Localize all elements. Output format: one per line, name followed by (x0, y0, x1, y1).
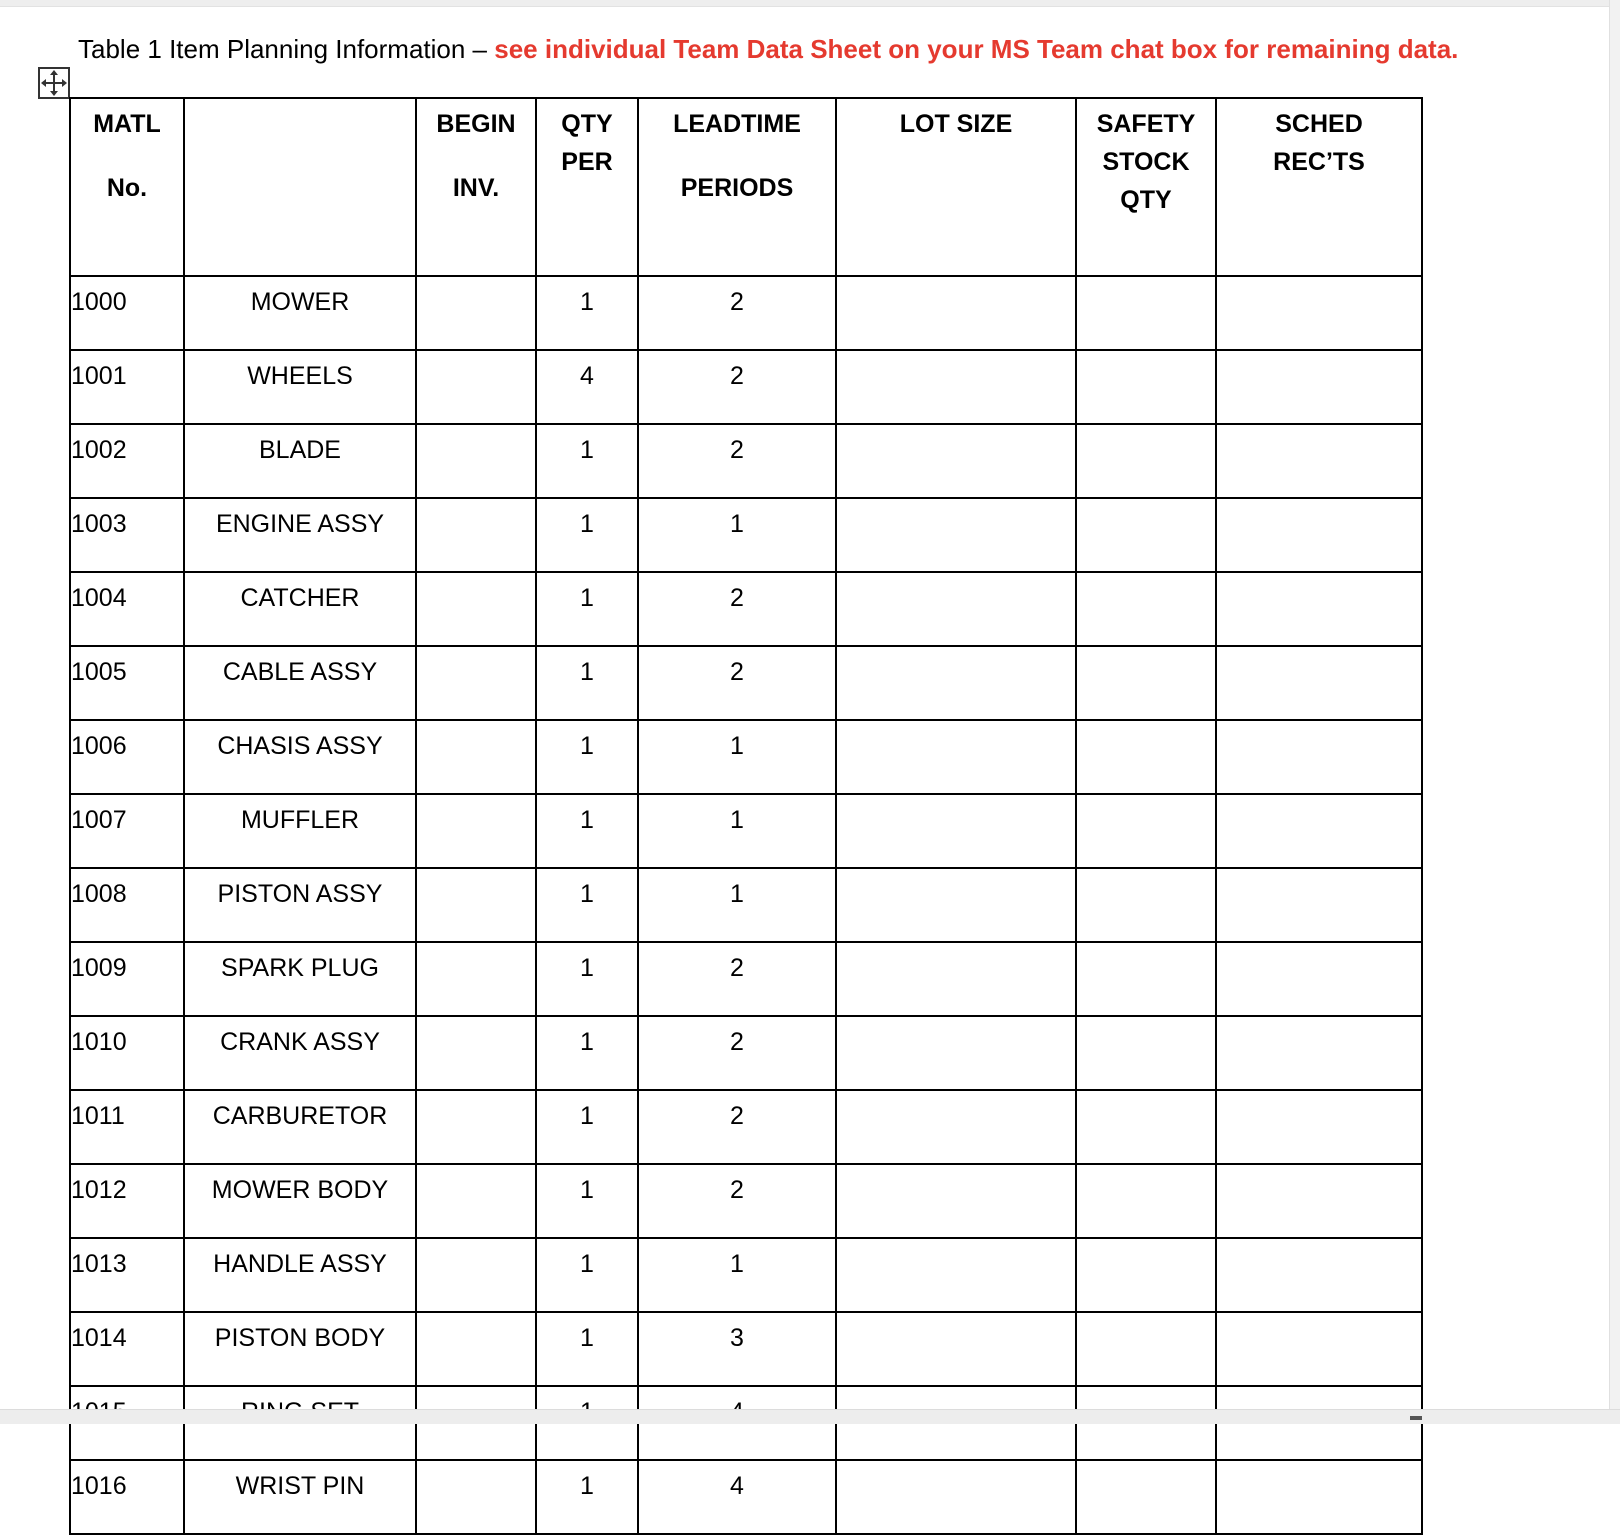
lot-size-cell (836, 424, 1076, 498)
qty-per-cell: 1 (536, 1164, 638, 1238)
header-leadtime-periods: LEADTIME PERIODS (638, 98, 836, 276)
page-marker (1410, 1416, 1422, 1420)
sched-recpts-cell (1216, 276, 1422, 350)
table-row (70, 276, 1422, 350)
description-cell: PISTON BODY (184, 1312, 416, 1386)
begin-inv-cell (416, 350, 536, 424)
lot-size-cell (836, 794, 1076, 868)
safety-stock-cell (1076, 424, 1216, 498)
header-description (184, 98, 416, 276)
sched-recpts-cell (1216, 350, 1422, 424)
sched-recpts-cell (1216, 424, 1422, 498)
lot-size-cell (836, 350, 1076, 424)
description-cell: MOWER (184, 276, 416, 350)
matl-no-cell: 1010 (70, 1016, 184, 1090)
header-qty-per: QTY PER (536, 98, 638, 276)
header-safety-stock-qty: SAFETY STOCK QTY (1076, 98, 1216, 276)
table-row (70, 942, 1422, 1016)
sched-recpts-cell (1216, 720, 1422, 794)
safety-stock-cell (1076, 572, 1216, 646)
move-arrows-icon[interactable] (38, 67, 70, 99)
matl-no-cell: 1001 (70, 350, 184, 424)
description-cell: CHASIS ASSY (184, 720, 416, 794)
header-lot-size: LOT SIZE (836, 98, 1076, 276)
table-row (70, 1016, 1422, 1090)
leadtime-cell: 2 (638, 424, 836, 498)
matl-no-cell: 1011 (70, 1090, 184, 1164)
header-row (70, 98, 1422, 276)
table-row (70, 1312, 1422, 1386)
begin-inv-cell (416, 276, 536, 350)
leadtime-cell: 2 (638, 1164, 836, 1238)
sched-recpts-cell (1216, 1164, 1422, 1238)
leadtime-cell: 1 (638, 720, 836, 794)
table-row (70, 350, 1422, 424)
sched-recpts-cell (1216, 942, 1422, 1016)
description-cell: CABLE ASSY (184, 646, 416, 720)
description-cell: MUFFLER (184, 794, 416, 868)
begin-inv-cell (416, 942, 536, 1016)
description-cell: ENGINE ASSY (184, 498, 416, 572)
leadtime-cell: 2 (638, 1090, 836, 1164)
header-sched-recpts: SCHED REC’TS (1216, 98, 1422, 276)
qty-per-cell: 1 (536, 720, 638, 794)
sched-recpts-cell (1216, 646, 1422, 720)
safety-stock-cell (1076, 498, 1216, 572)
safety-stock-cell (1076, 1090, 1216, 1164)
qty-per-cell: 1 (536, 942, 638, 1016)
sched-recpts-cell (1216, 1090, 1422, 1164)
table-row (70, 424, 1422, 498)
matl-no-cell: 1016 (70, 1460, 184, 1534)
matl-no-cell: 1012 (70, 1164, 184, 1238)
leadtime-cell: 2 (638, 646, 836, 720)
matl-no-cell: 1004 (70, 572, 184, 646)
qty-per-cell: 1 (536, 1312, 638, 1386)
matl-no-cell: 1000 (70, 276, 184, 350)
lot-size-cell (836, 942, 1076, 1016)
caption-prefix: Table 1 Item Planning Information – (78, 34, 495, 64)
lot-size-cell (836, 498, 1076, 572)
description-cell: SPARK PLUG (184, 942, 416, 1016)
leadtime-cell: 2 (638, 350, 836, 424)
safety-stock-cell (1076, 720, 1216, 794)
safety-stock-cell (1076, 646, 1216, 720)
begin-inv-cell (416, 646, 536, 720)
qty-per-cell: 1 (536, 1090, 638, 1164)
safety-stock-cell (1076, 1460, 1216, 1534)
begin-inv-cell (416, 424, 536, 498)
safety-stock-cell (1076, 1164, 1216, 1238)
begin-inv-cell (416, 868, 536, 942)
begin-inv-cell (416, 1312, 536, 1386)
table-caption (78, 32, 1458, 66)
table-row (70, 1460, 1422, 1534)
item-planning-table (69, 97, 1423, 1535)
matl-no-cell: 1008 (70, 868, 184, 942)
right-scroll-edge (1609, 0, 1620, 1424)
leadtime-cell: 2 (638, 1016, 836, 1090)
begin-inv-cell (416, 498, 536, 572)
safety-stock-cell (1076, 1238, 1216, 1312)
matl-no-cell: 1003 (70, 498, 184, 572)
lot-size-cell (836, 868, 1076, 942)
lot-size-cell (836, 1016, 1076, 1090)
lot-size-cell (836, 1312, 1076, 1386)
sched-recpts-cell (1216, 1312, 1422, 1386)
leadtime-cell: 3 (638, 1312, 836, 1386)
table-row (70, 720, 1422, 794)
description-cell: CRANK ASSY (184, 1016, 416, 1090)
leadtime-cell: 4 (638, 1460, 836, 1534)
matl-no-cell: 1007 (70, 794, 184, 868)
table-row (70, 572, 1422, 646)
table-row (70, 794, 1422, 868)
description-cell: BLADE (184, 424, 416, 498)
begin-inv-cell (416, 720, 536, 794)
matl-no-cell: 1014 (70, 1312, 184, 1386)
lot-size-cell (836, 572, 1076, 646)
description-cell: WHEELS (184, 350, 416, 424)
header-begin-inv: BEGIN INV. (416, 98, 536, 276)
description-cell: PISTON ASSY (184, 868, 416, 942)
description-cell: CARBURETOR (184, 1090, 416, 1164)
table-row (70, 1090, 1422, 1164)
sched-recpts-cell (1216, 1460, 1422, 1534)
safety-stock-cell (1076, 942, 1216, 1016)
lot-size-cell (836, 720, 1076, 794)
table-row (70, 868, 1422, 942)
begin-inv-cell (416, 1016, 536, 1090)
caption-highlight: see individual Team Data Sheet on your MS Team chat box for remaining data. (494, 34, 1459, 64)
matl-no-cell: 1002 (70, 424, 184, 498)
leadtime-cell: 1 (638, 1238, 836, 1312)
description-cell: WRIST PIN (184, 1460, 416, 1534)
description-cell: HANDLE ASSY (184, 1238, 416, 1312)
begin-inv-cell (416, 1164, 536, 1238)
begin-inv-cell (416, 572, 536, 646)
table-row (70, 498, 1422, 572)
description-cell: CATCHER (184, 572, 416, 646)
leadtime-cell: 2 (638, 572, 836, 646)
sched-recpts-cell (1216, 498, 1422, 572)
safety-stock-cell (1076, 1016, 1216, 1090)
sched-recpts-cell (1216, 794, 1422, 868)
safety-stock-cell (1076, 276, 1216, 350)
safety-stock-cell (1076, 350, 1216, 424)
leadtime-cell: 2 (638, 276, 836, 350)
header-matl-no: MATL No. (70, 98, 184, 276)
lot-size-cell (836, 1460, 1076, 1534)
top-edge (0, 0, 1620, 7)
qty-per-cell: 1 (536, 498, 638, 572)
lot-size-cell (836, 276, 1076, 350)
sched-recpts-cell (1216, 868, 1422, 942)
safety-stock-cell (1076, 868, 1216, 942)
qty-per-cell: 1 (536, 276, 638, 350)
table-row (70, 1164, 1422, 1238)
qty-per-cell: 1 (536, 1460, 638, 1534)
qty-per-cell: 1 (536, 868, 638, 942)
matl-no-cell: 1009 (70, 942, 184, 1016)
leadtime-cell: 1 (638, 868, 836, 942)
lot-size-cell (836, 1238, 1076, 1312)
safety-stock-cell (1076, 794, 1216, 868)
qty-per-cell: 1 (536, 424, 638, 498)
table-row (70, 1238, 1422, 1312)
matl-no-cell: 1005 (70, 646, 184, 720)
qty-per-cell: 1 (536, 572, 638, 646)
begin-inv-cell (416, 1238, 536, 1312)
qty-per-cell: 4 (536, 350, 638, 424)
sched-recpts-cell (1216, 1238, 1422, 1312)
leadtime-cell: 2 (638, 942, 836, 1016)
lot-size-cell (836, 1164, 1076, 1238)
qty-per-cell: 1 (536, 794, 638, 868)
qty-per-cell: 1 (536, 646, 638, 720)
matl-no-cell: 1006 (70, 720, 184, 794)
leadtime-cell: 1 (638, 794, 836, 868)
sched-recpts-cell (1216, 1016, 1422, 1090)
sched-recpts-cell (1216, 572, 1422, 646)
bottom-status-bar (0, 1409, 1620, 1424)
description-cell: MOWER BODY (184, 1164, 416, 1238)
begin-inv-cell (416, 1460, 536, 1534)
qty-per-cell: 1 (536, 1238, 638, 1312)
table-row (70, 646, 1422, 720)
safety-stock-cell (1076, 1312, 1216, 1386)
begin-inv-cell (416, 794, 536, 868)
lot-size-cell (836, 646, 1076, 720)
matl-no-cell: 1013 (70, 1238, 184, 1312)
begin-inv-cell (416, 1090, 536, 1164)
lot-size-cell (836, 1090, 1076, 1164)
leadtime-cell: 1 (638, 498, 836, 572)
qty-per-cell: 1 (536, 1016, 638, 1090)
